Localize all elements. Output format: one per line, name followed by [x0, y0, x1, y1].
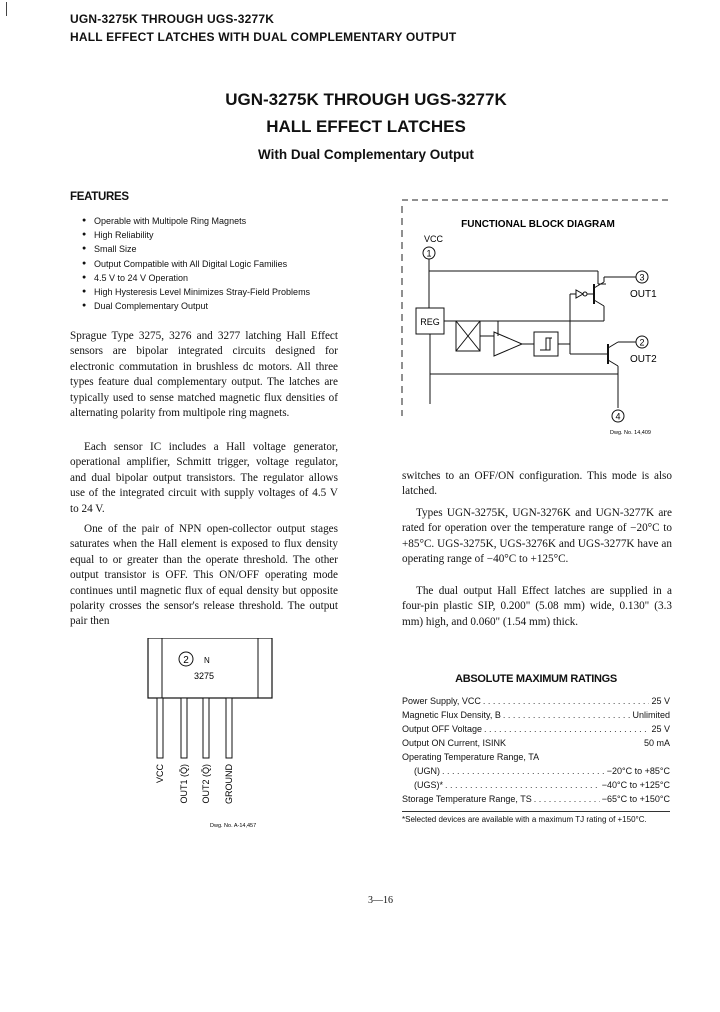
- rating-value: 50 mA: [643, 738, 670, 748]
- out1-label: OUT1: [630, 289, 657, 300]
- lead-label-out2: OUT2 (Q̄): [201, 764, 211, 804]
- list-item: ● 4.5 V to 24 V Operation: [82, 271, 310, 285]
- features-list: [82, 214, 310, 313]
- rating-value: −65°C to +150°C: [601, 794, 670, 804]
- list-item: ● Operable with Multipole Ring Magnets: [82, 214, 310, 228]
- list-item: ● High Hysteresis Level Minimizes Stray-Field Problems: [82, 285, 310, 299]
- page-title: UGN-3275K THROUGH UGS-3277K: [225, 90, 507, 109]
- package-drawing: [140, 638, 290, 834]
- out2-label: OUT2: [630, 354, 657, 365]
- lead-vcc: [157, 698, 163, 758]
- rating-label: Magnetic Flux Density, B: [402, 710, 501, 720]
- package-dwg-number: Dwg. No. A-14,457: [210, 823, 257, 829]
- lead-out2: [203, 698, 209, 758]
- diagram-title: FUNCTIONAL BLOCK DIAGRAM: [461, 219, 615, 230]
- pin2-label: 2: [639, 337, 645, 348]
- running-header-line2: HALL EFFECT LATCHES WITH DUAL COMPLEMENTARY OUTPUT: [70, 30, 457, 44]
- rating-label: Output OFF Voltage: [402, 724, 483, 734]
- paragraph-types: Types UGN-3275K, UGN-3276K and UGN-3277K are rated for operation over the temperature range of −20°C to +85°C. UGS-3275K, UGS-3276K and UGS-3277K have an operating range of −40°C to +125°C.: [402, 507, 672, 566]
- features-heading: FEATURES: [70, 191, 129, 203]
- rating-label: (UGS)*: [414, 780, 443, 790]
- pin1-label: 1: [426, 248, 432, 259]
- rating-row: [402, 793, 670, 807]
- rating-value: −20°C to +85°C: [606, 766, 670, 776]
- diagram-dwg-number: Dwg. No. 14,409: [610, 430, 651, 436]
- list-item: ● Dual Complementary Output: [82, 299, 310, 313]
- rating-value: 25 V: [651, 696, 670, 706]
- paragraph-intro: Sprague Type 3275, 3276 and 3277 latching Hall Effect sensors are bipolar integrated circuits designed for electronic commutation in brushless dc motors. All three types feature dual complementary output. The latches are typically used to sense matched magnetic flux densities of alternating polarity from multipole ring magnets.: [70, 330, 338, 420]
- lead-label-ground: GROUND: [224, 764, 234, 804]
- page-subtitle: HALL EFFECT LATCHES: [266, 117, 466, 136]
- paragraph-sensor-ic: Each sensor IC includes a Hall voltage generator, operational amplifier, Schmitt trigger, voltage regulator, and dual bipolar output transistors. The regulator allows use of the integrated circuit with supply voltages of 4.5 V to 24 V.: [70, 441, 338, 515]
- rating-row: [402, 751, 670, 765]
- lead-out1: [181, 698, 187, 758]
- regulator-label: REG: [420, 317, 440, 327]
- rating-label: Storage Temperature Range, TS: [402, 794, 532, 804]
- rating-value: −40°C to +125°C: [601, 780, 670, 790]
- list-item: ● High Reliability: [82, 228, 310, 242]
- rating-label: (UGN): [414, 766, 440, 776]
- list-item: ● Small Size: [82, 242, 310, 256]
- lead-label-vcc: VCC: [155, 764, 165, 784]
- page-tagline: With Dual Complementary Output: [258, 147, 474, 162]
- paragraph-package: The dual output Hall Effect latches are supplied in a four-pin plastic SIP, 0.200" (5.08 mm) wide, 0.130" (3.3 mm) high, and 0.060" (1.54 mm) thick.: [402, 585, 672, 628]
- running-header-line1: UGN-3275K THROUGH UGS-3277K: [70, 12, 275, 26]
- rating-row: [402, 737, 670, 751]
- rating-row: [402, 765, 670, 779]
- rating-row: [402, 709, 670, 723]
- rating-label: Output ON Current, ISINK: [402, 738, 507, 748]
- list-item: ● Output Compatible with All Digital Logic Families: [82, 257, 310, 271]
- rating-label: Operating Temperature Range, TA: [402, 752, 540, 762]
- rating-row: [402, 723, 670, 737]
- rating-label: Power Supply, VCC: [402, 696, 481, 706]
- lead-ground: [226, 698, 232, 758]
- paragraph-output-stages: One of the pair of NPN open-collector output stages saturates when the Hall element is exposed to flux density equal to or greater than the operate threshold. The other output transistor is OFF. This ON/OFF operating mode continues until magnetic flux of equal density but opposite polarity crosses the sensor's release threshold. The output pair then: [70, 523, 338, 628]
- rating-row: [402, 779, 670, 793]
- margin-mark: [6, 2, 7, 16]
- package-letter: N: [204, 656, 210, 665]
- rating-value: 25 V: [651, 724, 670, 734]
- pin3-label: 3: [639, 272, 645, 283]
- pin4-label: 4: [615, 411, 621, 422]
- rating-value: Unlimited: [632, 710, 670, 720]
- functional-block-diagram: [398, 196, 676, 441]
- lead-label-out1: OUT1 (Q̄): [179, 764, 189, 804]
- rating-row: [402, 695, 670, 709]
- page-number: 3—16: [368, 895, 393, 906]
- paragraph-latched: switches to an OFF/ON configuration. This mode is also latched.: [402, 470, 672, 498]
- inverter: [576, 290, 583, 298]
- package-part: 3275: [194, 671, 215, 681]
- ratings-heading: ABSOLUTE MAXIMUM RATINGS: [455, 673, 617, 685]
- ratings-footnote: *Selected devices are available with a maximum TJ rating of +150°C.: [402, 815, 647, 824]
- package-body: [148, 638, 272, 698]
- package-pin-label: 2: [183, 655, 189, 666]
- ratings-separator: [402, 811, 670, 812]
- vcc-label: VCC: [424, 234, 444, 244]
